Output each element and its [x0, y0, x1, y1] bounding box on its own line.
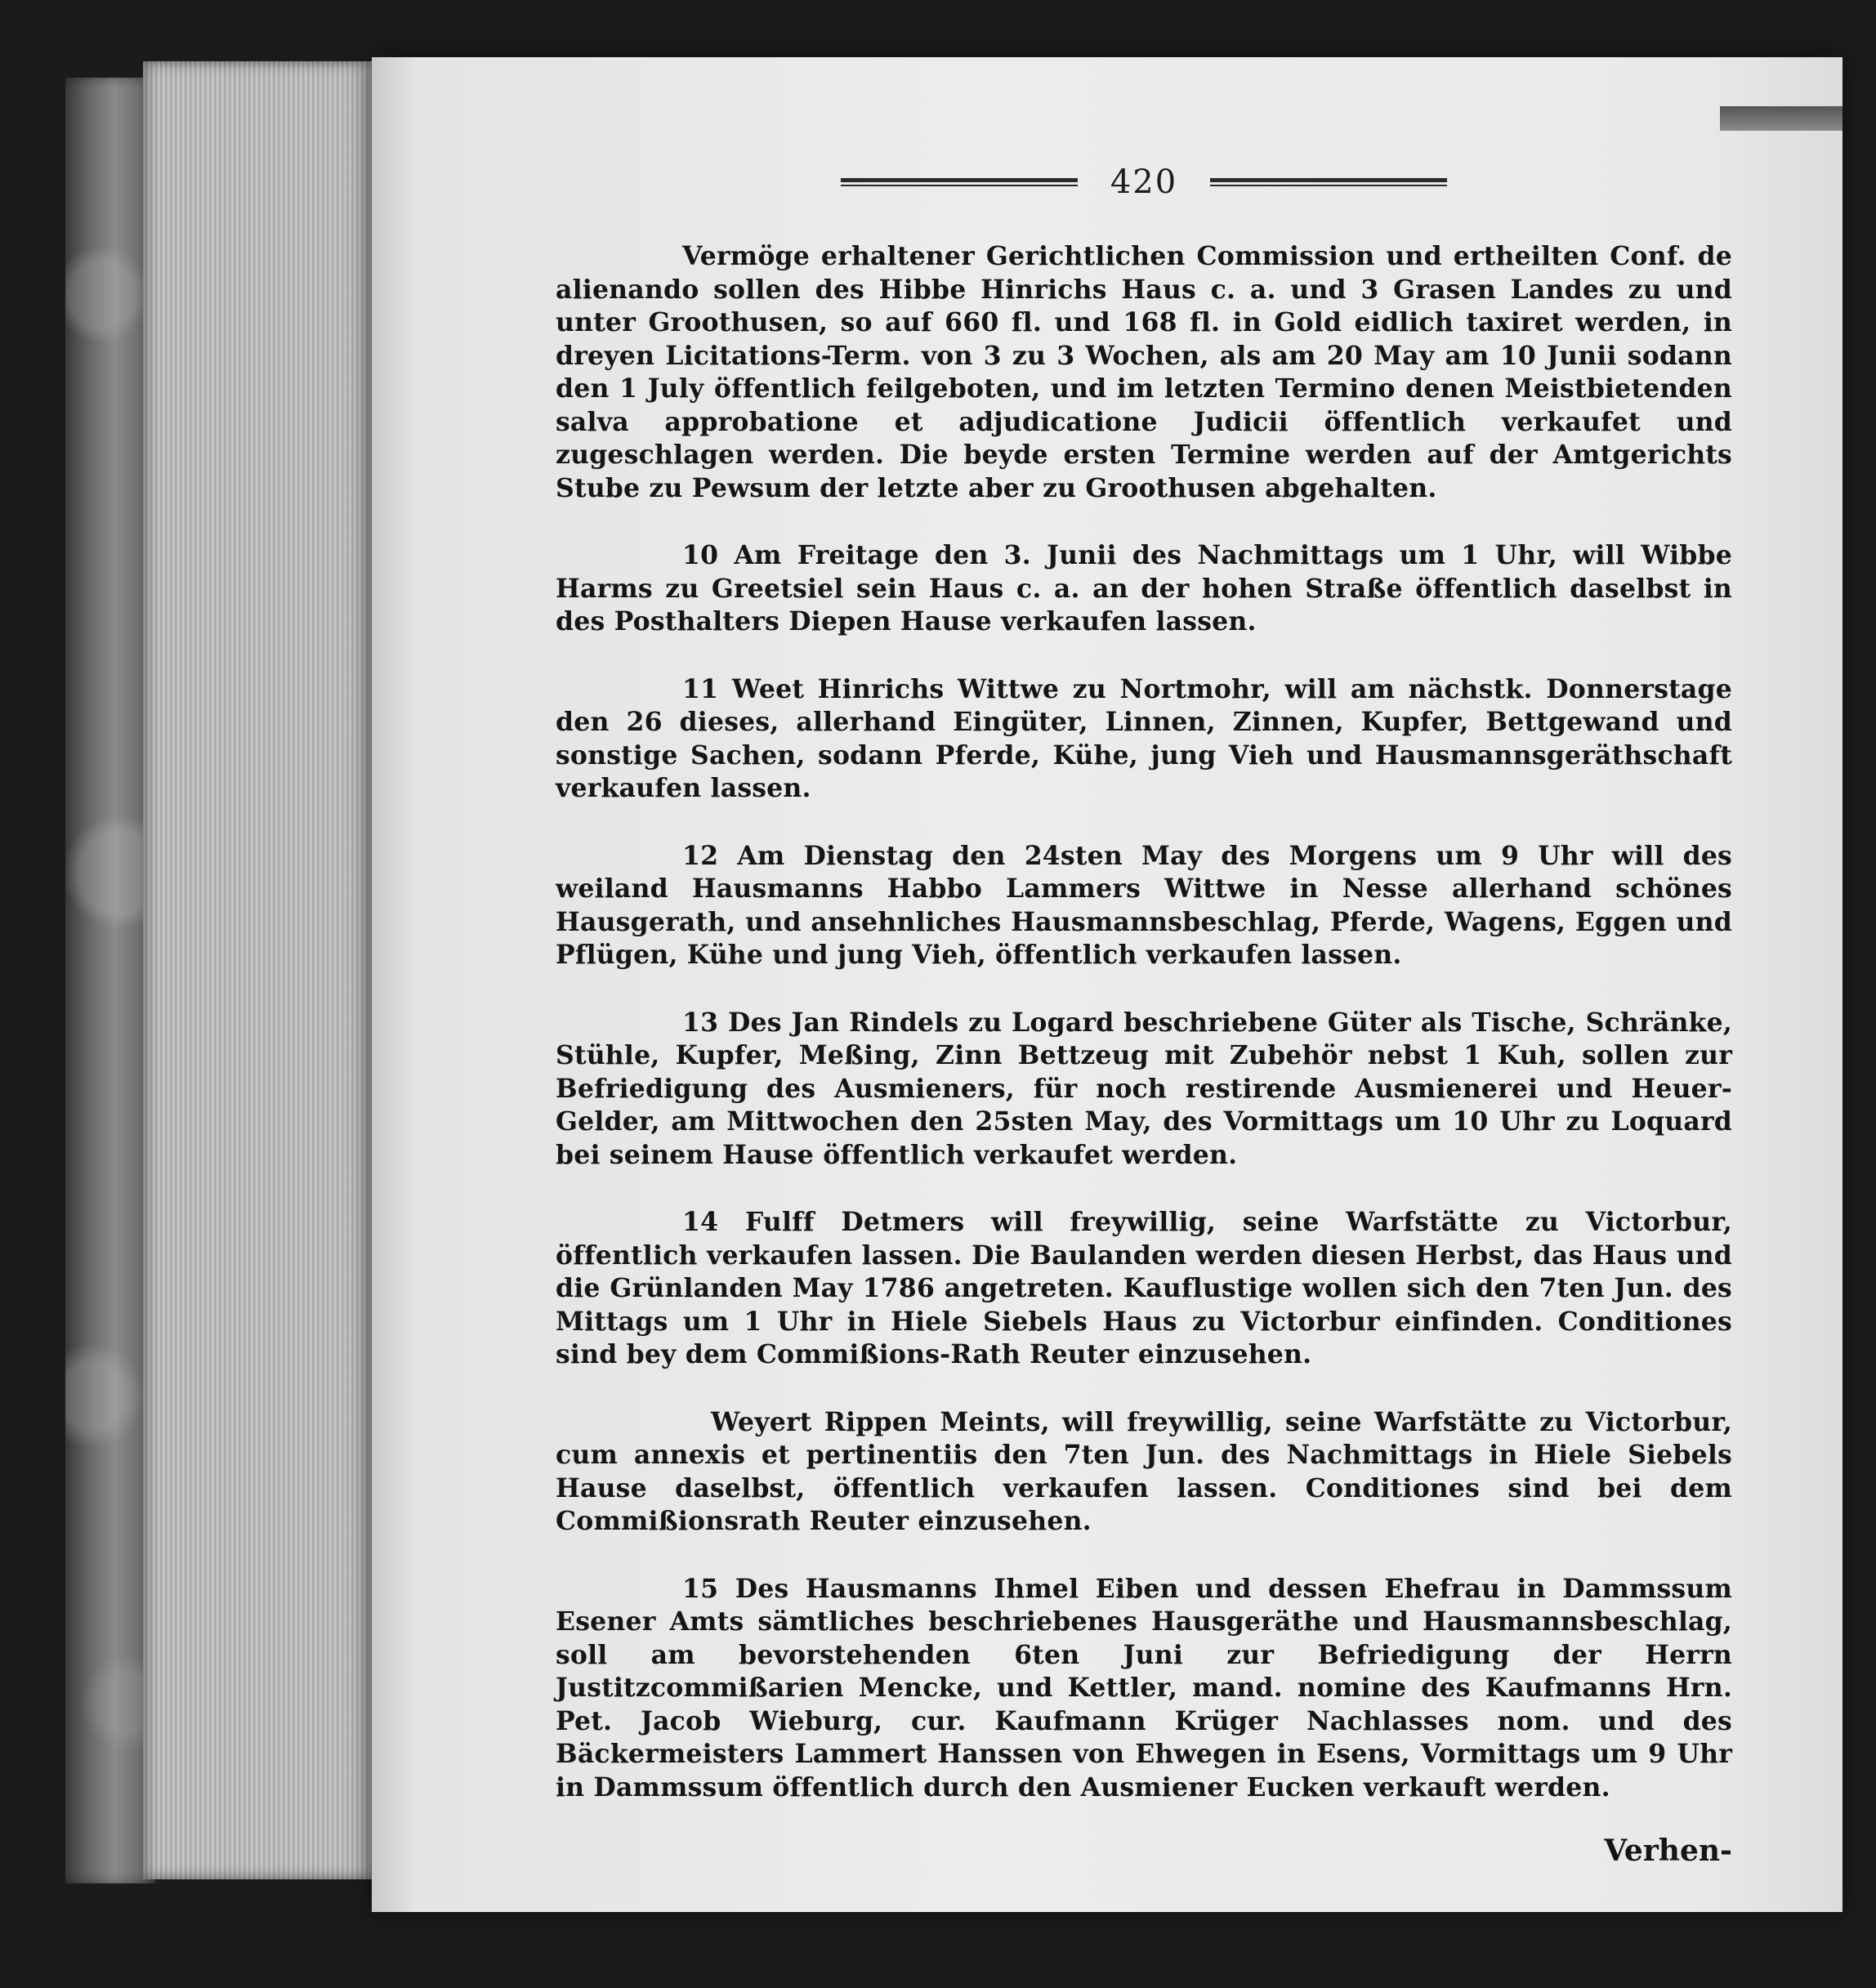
paragraph: 13 Des Jan Rindels zu Logard beschriebene Güter als Tische, Schränke, Stühle, Kupfer, Meßing, Zinn Bettzeug mit Zubehör nebst 1 Kuh, sollen zur Befriedigung des Ausmieners, für noch restirende Ausmienerei und Heuer-Gelder, am Mittwochen den 25sten May, des Vormittags um 10 Uhr zu Loquard bei seinem Hause öffentlich verkaufet werden. [556, 1007, 1732, 1170]
paragraph: 12 Am Dienstag den 24sten May des Morgens um 9 Uhr will des weiland Hausmanns Habbo Lammers Wittwe in Nesse allerhand schönes Hausgerath, und ansehnliches Hausmannsbeschlag, Pferde, Wagens, Eggen und Pflügen, Kühe und jung Vieh, öffentlich verkaufen lassen. [556, 840, 1732, 970]
page-corner [1720, 106, 1842, 131]
page-edges [143, 61, 376, 1879]
running-head [556, 163, 1732, 201]
paragraph: 15 Des Hausmanns Ihmel Eiben und dessen Ehefrau in Dammssum Esener Amts sämtliches beschriebenes Hausgeräthe und Hausmannsbeschlag, soll am bevorstehenden 6ten Juni zur Befriedigung der Herrn Justitzcommißarien Mencke, und Kettler, mand. nomine des Kaufmanns Hrn. Pet. Jacob Wieburg, cur. Kaufmann Krüger Nachlasses nom. und des Bäckermeisters Lammert Hanssen von Ehwegen in Esens, Vormittags um 9 Uhr in Dammssum öffentlich durch den Ausmiener Eucken verkauft werden. [556, 1573, 1732, 1803]
ornament-rule-left [841, 178, 1078, 186]
catchword: Verhen- [1604, 1834, 1732, 1868]
page-text-block [556, 163, 1732, 1868]
paragraph: 11 Weet Hinrichs Wittwe zu Nortmohr, will am nächstk. Donnerstage den 26 dieses, allerhand Eingüter, Linnen, Zinnen, Kupfer, Bettgewand und sonstige Sachen, sodann Pferde, Kühe, jung Vieh und Hausmannsgeräthschaft verkaufen lassen. [556, 673, 1732, 803]
paragraph: 10 Am Freitage den 3. Junii des Nachmittags um 1 Uhr, will Wibbe Harms zu Greetsiel sein Haus c. a. an der hohen Straße öffentlich daselbst in des Posthalters Diepen Hause verkaufen lassen. [556, 540, 1732, 637]
paragraph: 14 Fulff Detmers will freywillig, seine Warfstätte zu Victorbur, öffentlich verkaufen lassen. Die Baulanden werden diesen Herbst, das Haus und die Grünlanden May 1786 angetreten. Kauflustige wollen sich den 7ten Jun. des Mittags um 1 Uhr in Hiele Siebels Haus zu Victorbur einfinden. Conditiones sind bey dem Commißions-Rath Reuter einzusehen. [556, 1207, 1732, 1369]
paragraph: Weyert Rippen Meints, will freywillig, seine Warfstätte zu Victorbur, cum annexis et pertinentiis den 7ten Jun. des Nachmittags in Hiele Siebels Hause daselbst, öffentlich verkaufen lassen. Conditiones sind bei dem Commißionsrath Reuter einzusehen. [556, 1406, 1732, 1536]
book-cover [65, 78, 155, 1883]
book-page [372, 57, 1842, 1912]
ornament-rule-right [1210, 178, 1447, 186]
paragraph: Vermöge erhaltener Gerichtlichen Commission und ertheilten Conf. de alienando sollen des Hibbe Hinrichs Haus c. a. und 3 Grasen Landes zu und unter Groothusen, so auf 660 fl. und 168 fl. in Gold eidlich taxiret werden, in dreyen Licitations-Term. von 3 zu 3 Wochen, als am 20 May am 10 Junii sodann den 1 July öffentlich feilgeboten, und im letzten Termino denen Meistbietenden salva approbatione et adjudicatione Judicii öffentlich verkaufet und zugeschlagen werden. Die beyde ersten Termine werden auf der Amtgerichts Stube zu Pewsum der letzte aber zu Groothusen abgehalten. [556, 241, 1732, 503]
page-number: 420 [1110, 163, 1178, 201]
